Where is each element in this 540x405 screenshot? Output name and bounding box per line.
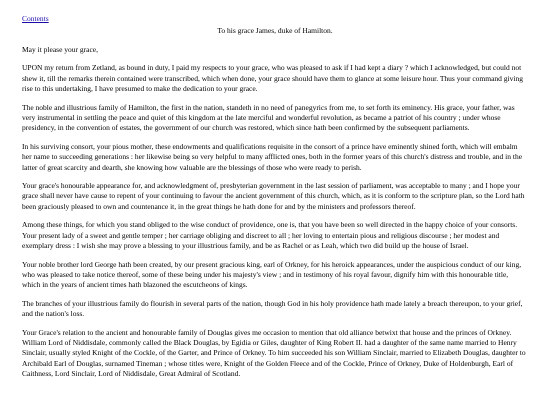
body-paragraph: The noble and illustrious family of Hamilton, the first in the nation, standeth in no need of panegyrics from me, to set forth its eminency. His grace, your father, was very instrumental in settling the peace and quiet of this kingdom at the late merciful and wonderful revolution, as became a patriot of his country ; under whose presidency, in the convention of estates, the government of our church was restored, which since hath been confirmed by the subsequent parliaments. (22, 102, 515, 133)
contents-link[interactable]: Contents (22, 14, 49, 23)
body-paragraph: Your noble brother lord George hath been created, by our present gracious king, earl of Orkney, for his heroick appearances, under the auspicious conduct of our king, who was pleased to take notice thereof, some of these being under his majesty's view ; and in testimony of his royal favour, dignify him with this honourable title, which in the years of ancient times hath blazoned the escutcheons of kings. (22, 259, 522, 290)
document-body (22, 45, 528, 380)
dedication-title: To his grace James, duke of Hamilton. (217, 26, 333, 35)
body-paragraph: Among these things, for which you stand obliged to the wise conduct of providence, one is, that you have been so well directed in the happy choice of your consorts. Your present lady of a sweet and gentle temper ; her carriage obliging and discreet to all ; her loving to entertain pious and religious discourse ; her modest and exemplary dress : I wish she may prove a blessing to your illustrious family, and be as Rachel or as Leah, which two did build up the house of Israel. (22, 220, 518, 251)
body-paragraph: UPON my return from Zetland, as bound in duty, I paid my respects to your grace, who was pleased to ask if I had kept a diary ? which I acknowledged, but could not shew it, till the remarks therein contained were transcribed, which when done, your grace should have them to glance at some leisure hour. Thus your command giving rise to this undertaking, I have presumed to make the dedication to your grace. (22, 63, 523, 94)
salutation-paragraph: May it please your grace, (22, 45, 99, 54)
body-paragraph: In his surviving consort, your pious mother, these endowments and qualifications requisite in the consort of a prince have eminently shined forth, which will embalm her name to succeeding generations : her likewise being so very helpful to many afflicted ones, both in the former years of this church's distress and trouble, and in the latter of great scarcity and dearth, she knowing how valuable are the blessings of those who were ready to perish. (22, 141, 523, 172)
body-paragraph: Your grace's honourable appearance for, and acknowledgment of, presbyterian government in the last session of parliament, was acceptable to many ; and I hope your grace shall never have cause to repent of your continuing to favour the ancient government of this church, which, as it is conform to the scripture plan, so the Lord hath been graciously pleased to own and countenance it, in the great things he hath done for and by the ministers and professors thereof. (22, 181, 525, 211)
body-paragraph: Your Grace's relation to the ancient and honourable family of Douglas gives me occasion to mention that old alliance betwixt that house and the princes of Orkney. William Lord of Niddisdale, commonly called the Black Douglas, by Egidia or Giles, daughter of King Robert II. had a daughter of the same name married to Henry Sinclair, usually styled Knight of the Cockle, of the Garter, and Prince of Orkney. To him succeeded his son William Sinclair, married to Elizabeth Douglas, daughter to Archibald Earl of Douglas, surnamed Tineman ; whose titles were, Knight of the Golden Fleece and of the Cockle, Prince of Orkney, Duke of Holdenburgh, Earl of Caithness, Lord Sinclair, Lord of Niddisdale, Great Admiral of Scotland. (22, 327, 526, 379)
body-paragraph: The branches of your illustrious family do flourish in several parts of the nation, though God in his holy providence hath made lately a breach thereupon, to your grief, and the nation's loss. (22, 298, 523, 319)
